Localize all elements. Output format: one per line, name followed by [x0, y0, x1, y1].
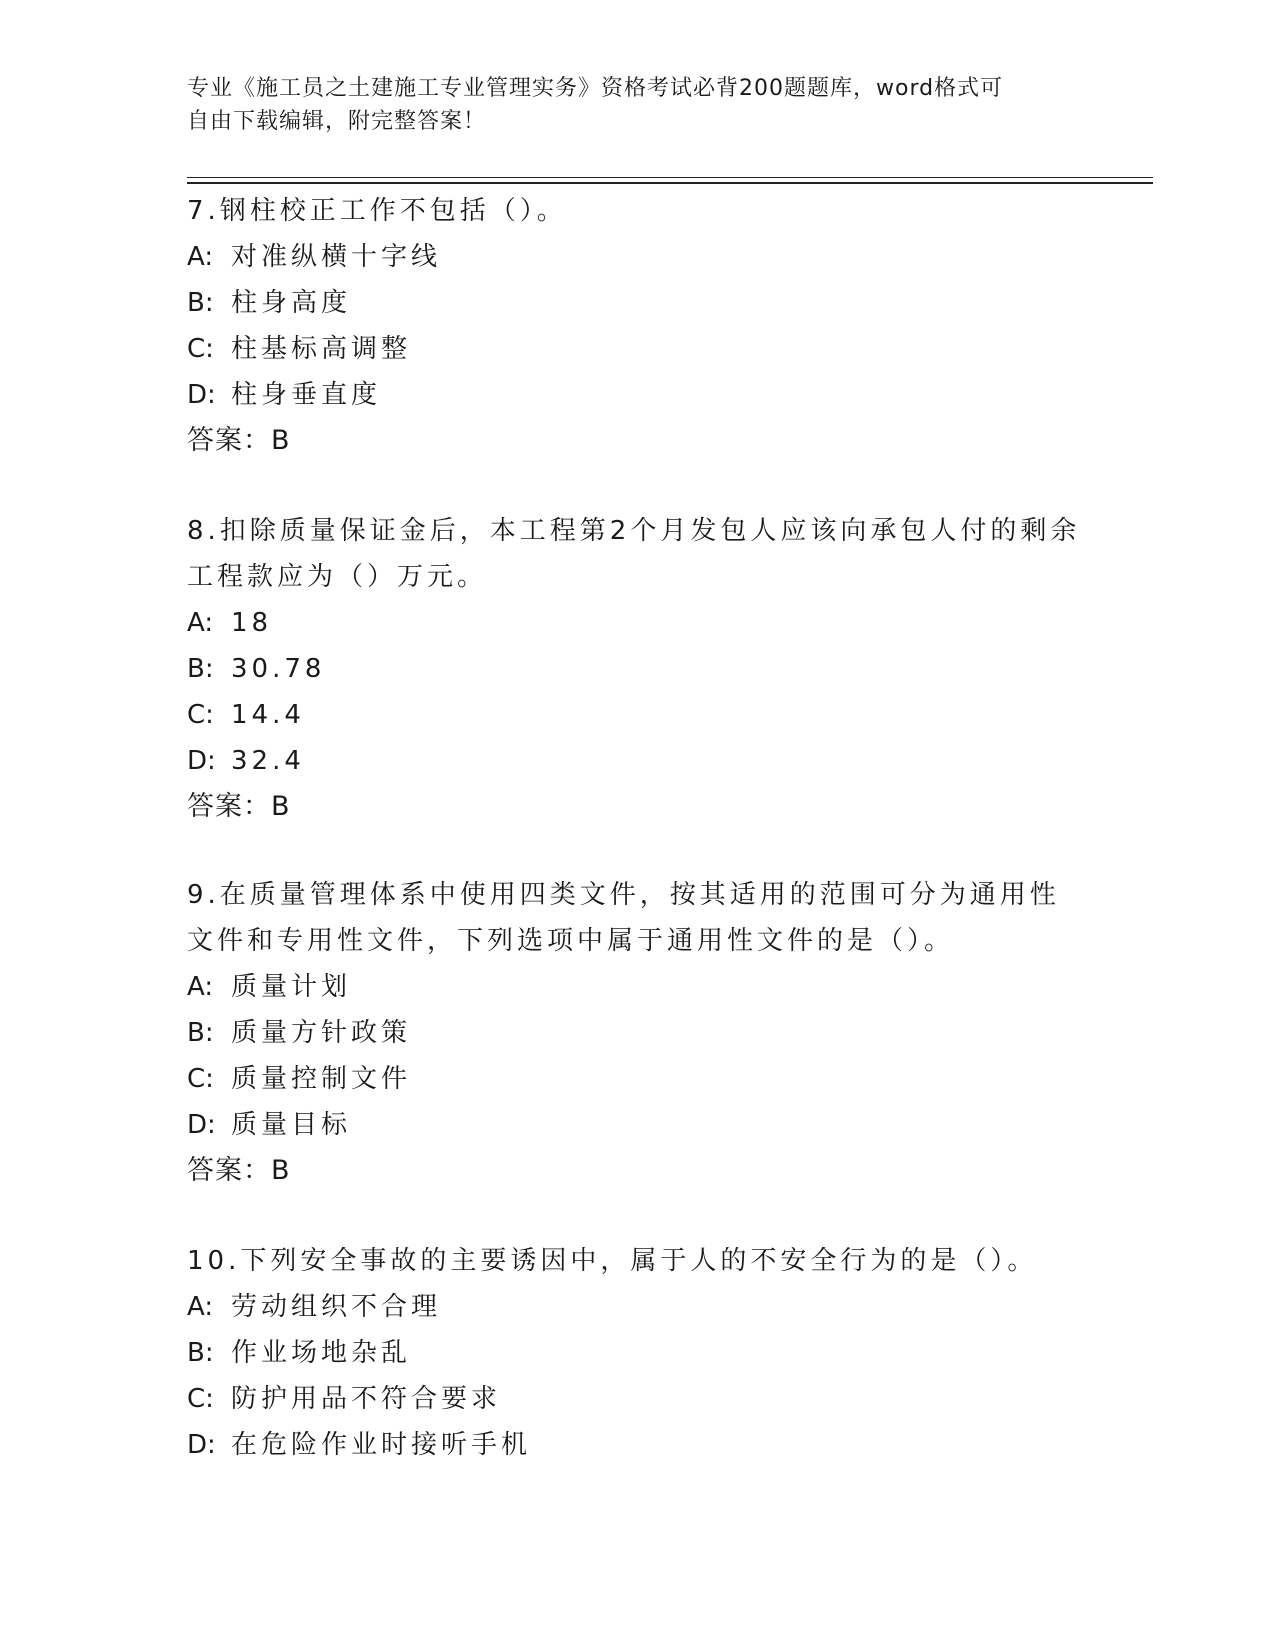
option-text: 30.78	[231, 654, 326, 684]
option-text: 作业场地杂乱	[231, 1338, 412, 1368]
question-8	[187, 508, 1087, 830]
option-d	[187, 1102, 1087, 1148]
document-header	[187, 72, 1067, 138]
option-a	[187, 1284, 1087, 1330]
question-10	[187, 1238, 1087, 1468]
option-text: 柱身垂直度	[231, 380, 382, 410]
question-stem: 8.扣除质量保证金后，本工程第2个月发包人应该向承包人付的剩余工程款应为（）万元。	[187, 516, 1081, 592]
option-label: A:	[187, 972, 214, 1002]
answer: 答案：B	[187, 425, 291, 456]
option-text: 防护用品不符合要求	[231, 1384, 502, 1414]
option-label: B:	[187, 654, 214, 684]
question-stem: 10.下列安全事故的主要诱因中，属于人的不安全行为的是（）。	[187, 1246, 1038, 1276]
option-label: C:	[187, 1064, 214, 1094]
answer: 答案：B	[187, 791, 291, 822]
option-text: 14.4	[231, 700, 305, 730]
header-divider-thick	[187, 182, 1153, 184]
header-line-2: 自由下载编辑，附完整答案！	[187, 109, 487, 134]
option-label: B:	[187, 1338, 214, 1368]
option-label: B:	[187, 1018, 214, 1048]
option-text: 18	[231, 608, 273, 638]
option-text: 质量目标	[231, 1110, 352, 1140]
option-c	[187, 326, 1087, 372]
option-d	[187, 372, 1087, 418]
option-label: C:	[187, 1384, 214, 1414]
header-divider-thin	[187, 177, 1153, 178]
option-a	[187, 964, 1087, 1010]
option-label: A:	[187, 1292, 214, 1322]
question-stem: 7.钢柱校正工作不包括（）。	[187, 196, 567, 226]
option-label: C:	[187, 700, 214, 730]
option-text: 质量计划	[231, 972, 352, 1002]
answer: 答案：B	[187, 1155, 291, 1186]
option-label: D:	[187, 380, 216, 410]
option-text: 对准纵横十字线	[231, 242, 442, 272]
option-text: 32.4	[231, 746, 305, 776]
option-text: 质量方针政策	[231, 1018, 412, 1048]
option-d	[187, 1422, 1087, 1468]
question-7	[187, 188, 1087, 464]
option-text: 劳动组织不合理	[231, 1292, 442, 1322]
option-label: D:	[187, 1430, 216, 1460]
option-a	[187, 600, 1087, 646]
option-text: 在危险作业时接听手机	[231, 1430, 532, 1460]
question-9	[187, 872, 1087, 1194]
option-text: 柱身高度	[231, 288, 352, 318]
option-c	[187, 1376, 1087, 1422]
option-c	[187, 1056, 1087, 1102]
option-a	[187, 234, 1087, 280]
option-label: D:	[187, 746, 216, 776]
option-label: A:	[187, 242, 214, 272]
option-label: D:	[187, 1110, 216, 1140]
option-label: A:	[187, 608, 214, 638]
option-b	[187, 646, 1087, 692]
question-stem: 9.在质量管理体系中使用四类文件，按其适用的范围可分为通用性文件和专用性文件，下列选项中属于通用性文件的是（）。	[187, 880, 1060, 956]
option-label: C:	[187, 334, 214, 364]
option-d	[187, 738, 1087, 784]
option-b	[187, 1330, 1087, 1376]
option-b	[187, 1010, 1087, 1056]
header-line-1: 专业《施工员之土建施工专业管理实务》资格考试必背200题题库，word格式可	[187, 76, 1004, 101]
option-text: 质量控制文件	[231, 1064, 412, 1094]
option-b	[187, 280, 1087, 326]
option-text: 柱基标高调整	[231, 334, 412, 364]
option-c	[187, 692, 1087, 738]
option-label: B:	[187, 288, 214, 318]
